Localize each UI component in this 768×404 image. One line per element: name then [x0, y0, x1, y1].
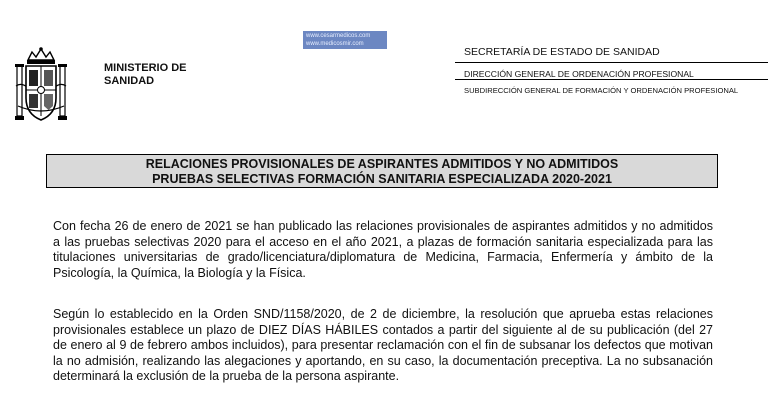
- body-paragraph-1: Con fecha 26 de enero de 2021 se han publicado las relaciones provisionales de aspirantes admitidos y no admitidos a las pruebas selectivas 2020 para el acceso en el año 2021, a plazas de formación sanitaria especializada para las titulaciones universitarias de grado/licenciatura/diplomatura de Medicina, Farmacia, Enfermería y ámbito de la Psicología, la Química, la Biología y la Física.: [53, 219, 713, 280]
- ministry-name-line1: MINISTERIO DE: [104, 62, 187, 74]
- watermark: [303, 31, 387, 49]
- document-title-line2: PRUEBAS SELECTIVAS FORMACIÓN SANITARIA ESPECIALIZADA 2020-2021: [152, 172, 612, 186]
- department-secretariat: SECRETARÍA DE ESTADO DE SANIDAD: [455, 44, 768, 63]
- ministry-name-line2: SANIDAD: [104, 75, 155, 87]
- coat-of-arms-icon: [14, 46, 68, 126]
- department-block: [455, 44, 768, 94]
- ministry-name: [104, 62, 214, 88]
- body-paragraph-2: Según lo establecido en la Orden SND/1158/2020, de 2 de diciembre, la resolución que aprueba estas relaciones provisionales establece un plazo de DIEZ DÍAS HÁBILES contados a partir del siguiente al de su publicación (del 27 de enero al 9 de febrero ambos incluidos), para presentar reclamación con el fin de subsanar los defectos que motivan la no admisión, realizando las alegaciones y aportando, en su caso, la documentación preceptiva. La no subsanación determinará la exclusión de la prueba de la persona aspirante.: [53, 307, 713, 383]
- department-subdirectorate: SUBDIRECCIÓN GENERAL DE FORMACIÓN Y ORDENACIÓN PROFESIONAL: [464, 86, 739, 95]
- department-directorate: DIRECCIÓN GENERAL DE ORDENACIÓN PROFESIONAL: [455, 63, 768, 80]
- watermark-line1: www.cesarmedicos.com: [306, 33, 371, 39]
- watermark-line2: www.medicosmir.com: [306, 41, 364, 47]
- document-title-line1: RELACIONES PROVISIONALES DE ASPIRANTES ADMITIDOS Y NO ADMITIDOS: [145, 157, 619, 171]
- document-title: [46, 154, 718, 188]
